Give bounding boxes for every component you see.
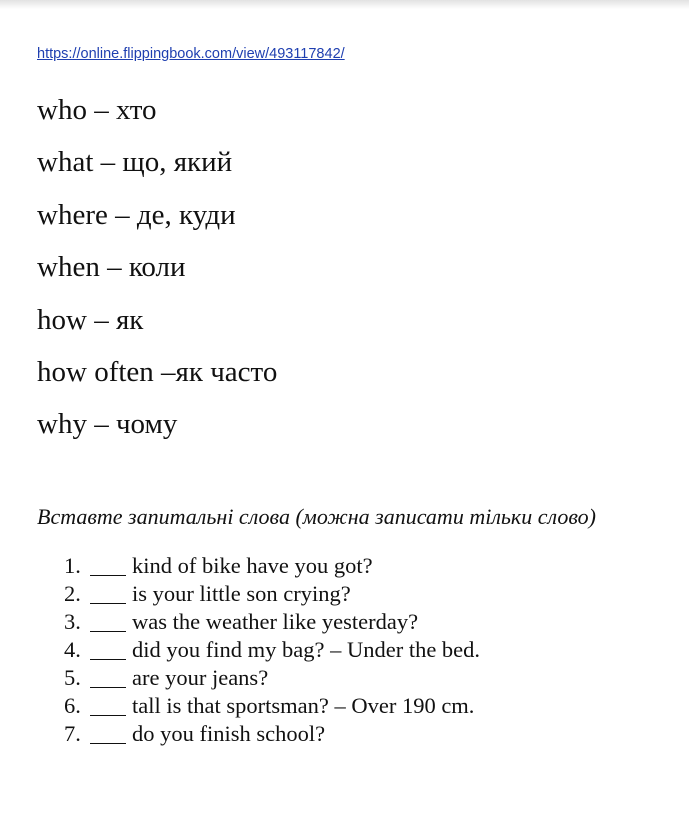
vocab-item-who: who – хто	[37, 94, 157, 126]
exercise-list	[64, 552, 480, 748]
exercise-item	[64, 608, 480, 636]
vocab-item-why: why – чому	[37, 408, 178, 441]
flippingbook-link[interactable]: https://online.flippingbook.com/view/493117842/	[37, 46, 345, 62]
exercise-item	[64, 664, 480, 692]
exercise-number: 5.	[64, 665, 81, 690]
exercise-text: kind of bike have you got?	[132, 553, 373, 578]
vocab-item-how: how – як	[37, 303, 144, 336]
exercise-text: do you finish school?	[132, 721, 326, 746]
exercise-number: 2.	[64, 581, 81, 606]
vocab-item-what: what – що, який	[37, 146, 233, 179]
exercise-item	[64, 636, 480, 664]
vocab-item-how-often: how often –як часто	[37, 355, 278, 388]
exercise-text: are your jeans?	[132, 665, 269, 690]
exercise-text: did you find my bag? – Under the bed.	[132, 637, 481, 662]
exercise-number: 1.	[64, 553, 81, 578]
answer-blank	[90, 671, 126, 688]
exercise-item	[64, 720, 480, 748]
exercise-text: was the weather like yesterday?	[132, 609, 419, 634]
exercise-number: 6.	[64, 693, 81, 718]
vocab-item-when: when – коли	[37, 251, 186, 284]
answer-blank	[90, 559, 126, 576]
vocab-item-where: where – де, куди	[37, 198, 236, 231]
exercise-text: tall is that sportsman? – Over 190 cm.	[132, 693, 475, 718]
exercise-number: 7.	[64, 721, 81, 746]
exercise-instruction: Вставте запитальні слова (можна записати тільки слово)	[37, 504, 596, 529]
exercise-text: is your little son crying?	[132, 581, 351, 606]
exercise-number: 4.	[64, 637, 81, 662]
exercise-item	[64, 552, 480, 580]
exercise-item	[64, 580, 480, 608]
answer-blank	[90, 643, 126, 660]
answer-blank	[90, 699, 126, 716]
vocabulary-list	[37, 84, 277, 451]
exercise-number: 3.	[64, 609, 81, 634]
page-top-edge	[0, 0, 689, 9]
answer-blank	[90, 615, 126, 632]
exercise-item	[64, 692, 480, 720]
answer-blank	[90, 587, 126, 604]
answer-blank	[90, 727, 126, 744]
